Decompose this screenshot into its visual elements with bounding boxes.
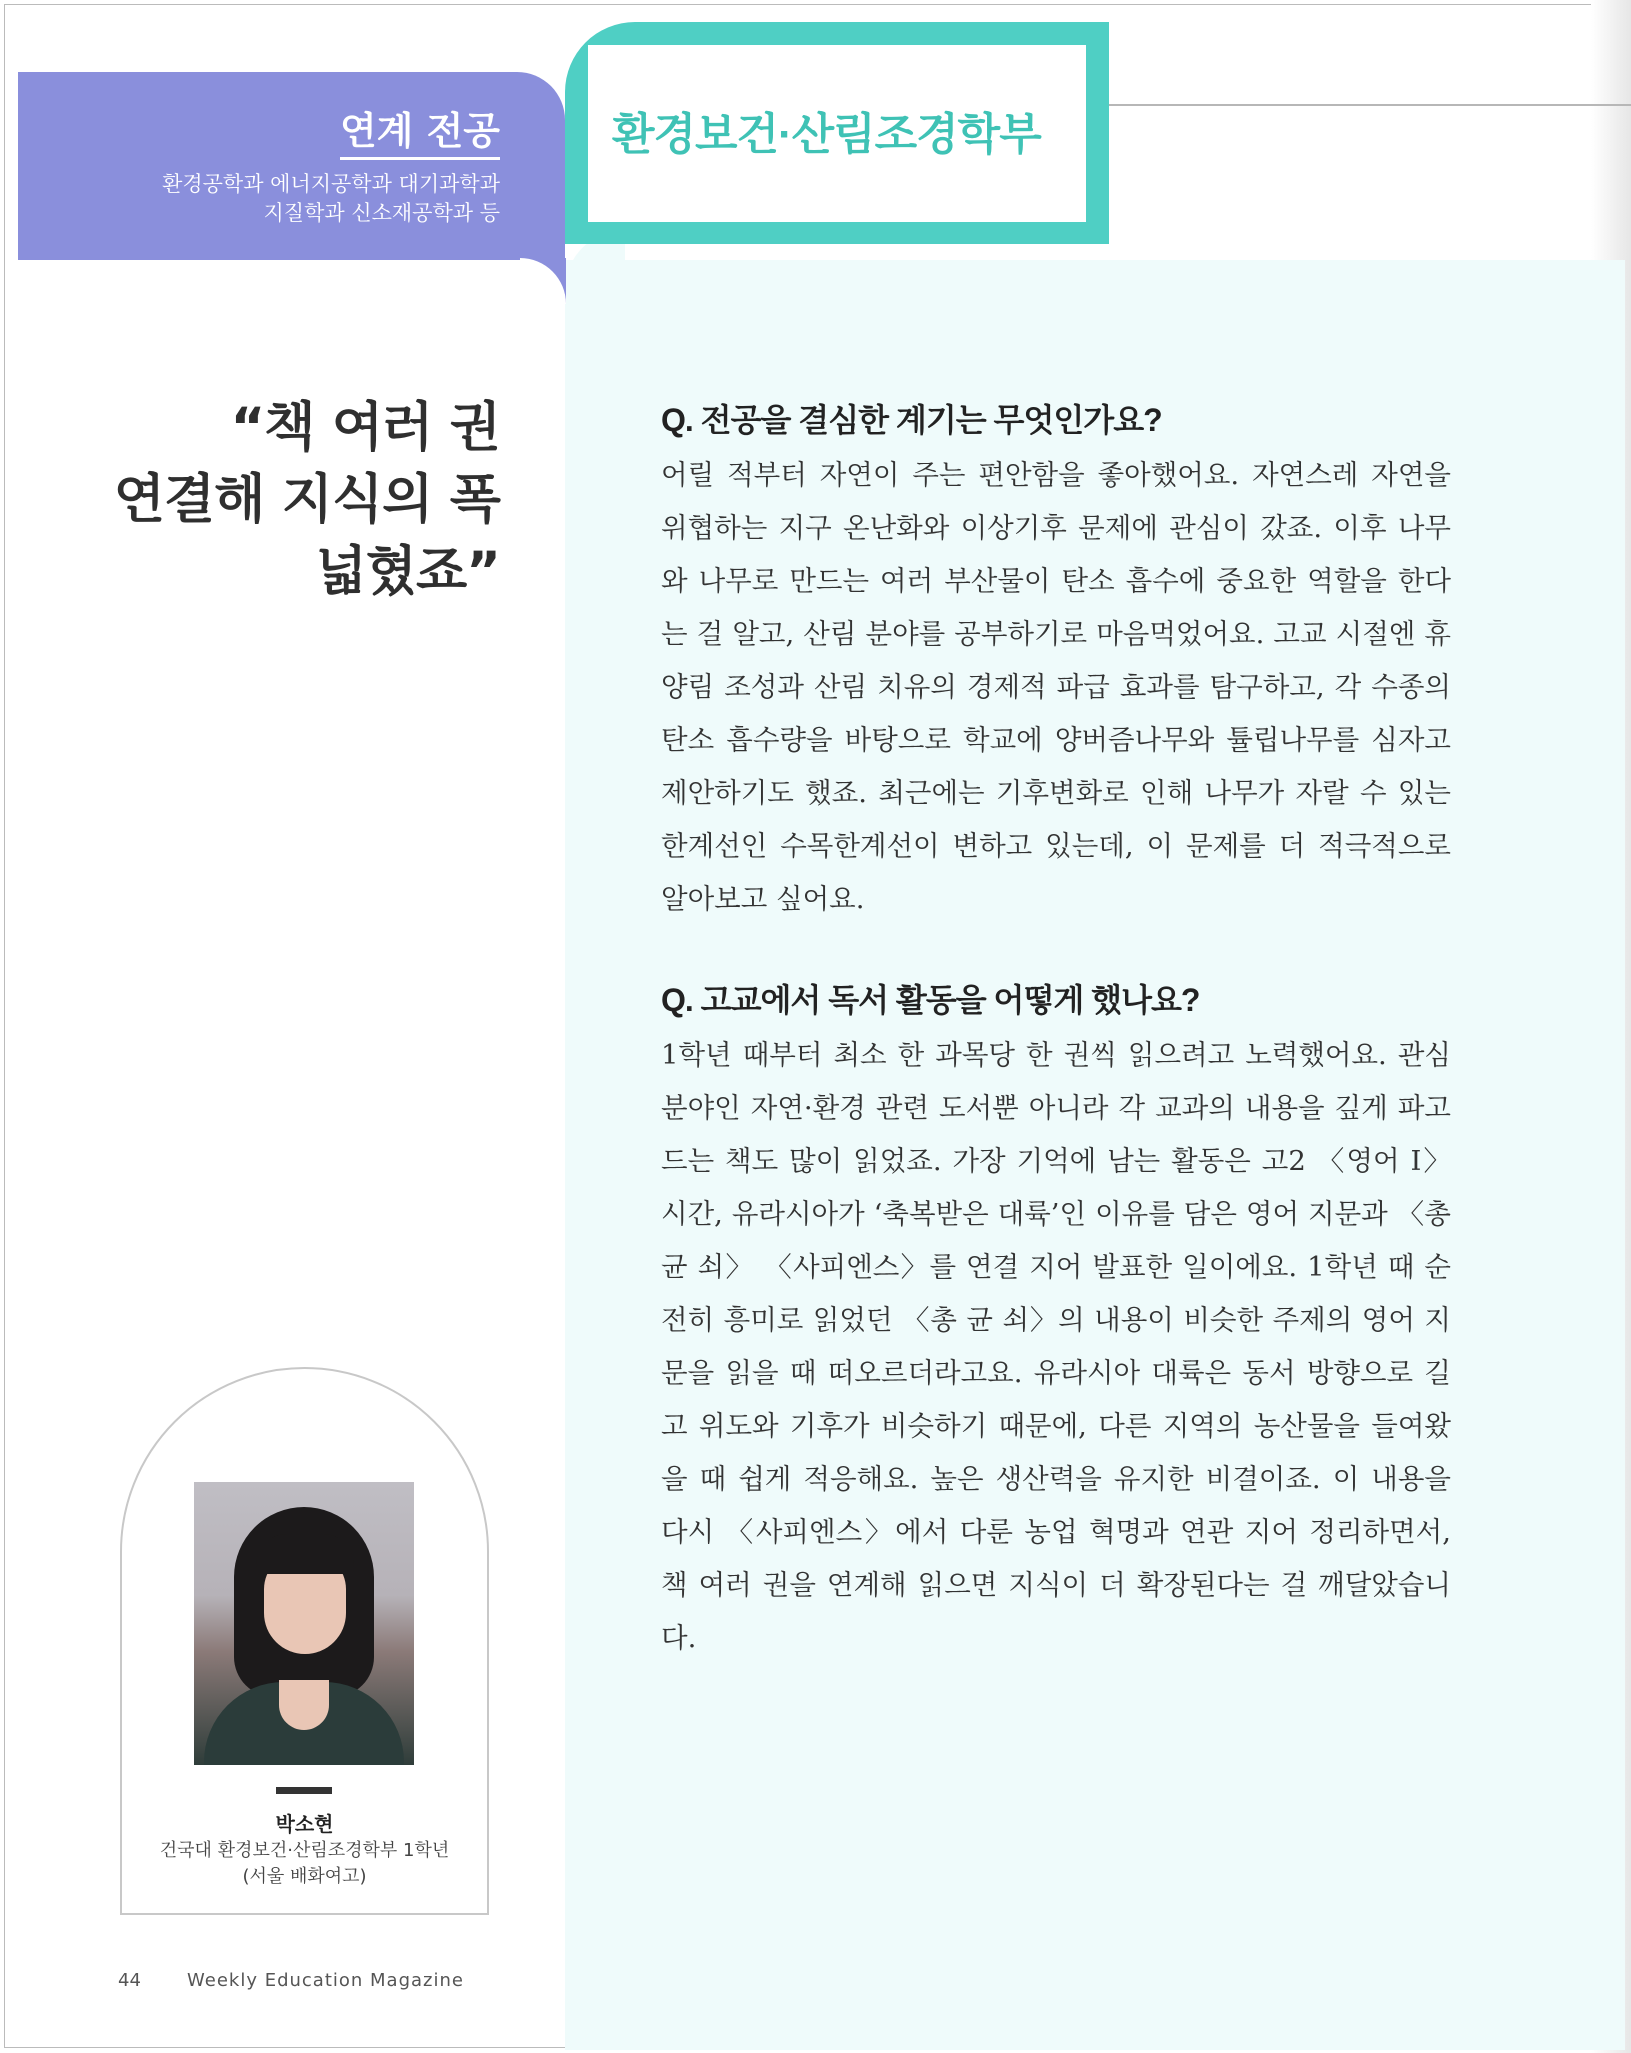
name-divider (276, 1787, 332, 1794)
qa-section-2 (661, 975, 1451, 1665)
magazine-name: Weekly Education Magazine (187, 1970, 464, 1991)
profile-highschool: (서울 배화여고) (242, 1866, 367, 1887)
question-heading: Q. 고교에서 독서 활동을 어떻게 했나요? (661, 982, 1200, 1018)
profile-info (0, 1838, 609, 1890)
related-majors-title: 연계 전공 (340, 100, 500, 160)
pull-quote-line: 넓혔죠” (315, 541, 500, 602)
major-title: 환경보건·산림조경학부 (612, 110, 1041, 159)
profile-school: 건국대 환경보건·산림조경학부 1학년 (159, 1840, 450, 1861)
pull-quote-line: “책 여러 권 (230, 397, 500, 458)
related-majors-line: 지질학과 신소재공학과 등 (263, 201, 500, 225)
photo-bangs (256, 1534, 354, 1574)
question-heading: Q. 전공을 결심한 계기는 무엇인가요? (661, 402, 1162, 438)
profile-name: 박소현 (275, 1812, 334, 1836)
pull-quote (114, 392, 500, 608)
page-number: 44 (118, 1970, 141, 1991)
pull-quote-line: 연결해 지식의 폭 (113, 469, 500, 530)
related-majors-list (162, 170, 500, 228)
answer-text: 어릴 적부터 자연이 주는 편안함을 좋아했어요. 자연스레 자연을 위협하는 지구 온난화와 이상기후 문제에 관심이 갔죠. 이후 나무와 나무로 만드는 여러 부산물이 탄소 흡수에 중요한 역할을 한다는 걸 알고, 산림 분야를 공부하기로 마음먹었어요. 고교 시절엔 휴양림 조성과 산림 치유의 경제적 파급 효과를 탐구하고, 각 수종의 탄소 흡수량을 바탕으로 학교에 양버즘나무와 튤립나무를 심자고 제안하기도 했죠. 최근에는 기후변화로 인해 나무가 자랄 수 있는 한계선인 수목한계선이 변하고 있는데, 이 문제를 더 적극적으로 알아보고 싶어요. (661, 459, 1451, 915)
answer-text: 1학년 때부터 최소 한 과목당 한 권씩 읽으려고 노력했어요. 관심 분야인 자연·환경 관련 도서뿐 아니라 각 교과의 내용을 깊게 파고드는 책도 많이 읽었죠. 가장 기억에 남는 활동은 고2 〈영어 I〉 시간, 유라시아가 ‘축복받은 대륙’인 이유를 담은 영어 지문과 〈총 균 쇠〉 〈사피엔스〉를 연결 지어 발표한 일이에요. 1학년 때 순전히 흥미로 읽었던 〈총 균 쇠〉의 내용이 비슷한 주제의 영어 지문을 읽을 때 떠오르더라고요. 유라시아 대륙은 동서 방향으로 길고 위도와 기후가 비슷하기 때문에, 다른 지역의 농산물을 들여왔을 때 쉽게 적응해요. 높은 생산력을 유지한 비결이죠. 이 내용을 다시 〈사피엔스〉에서 다룬 농업 혁명과 연관 지어 정리하면서, 책 여러 권을 연계해 읽으면 지식이 더 확장된다는 걸 깨달았습니다. (661, 1039, 1451, 1654)
photo-neck (279, 1680, 329, 1730)
top-rule (1108, 104, 1631, 106)
related-majors-line: 환경공학과 에너지공학과 대기과학과 (162, 172, 500, 196)
profile-photo (194, 1482, 414, 1765)
qa-section-1 (661, 395, 1451, 926)
